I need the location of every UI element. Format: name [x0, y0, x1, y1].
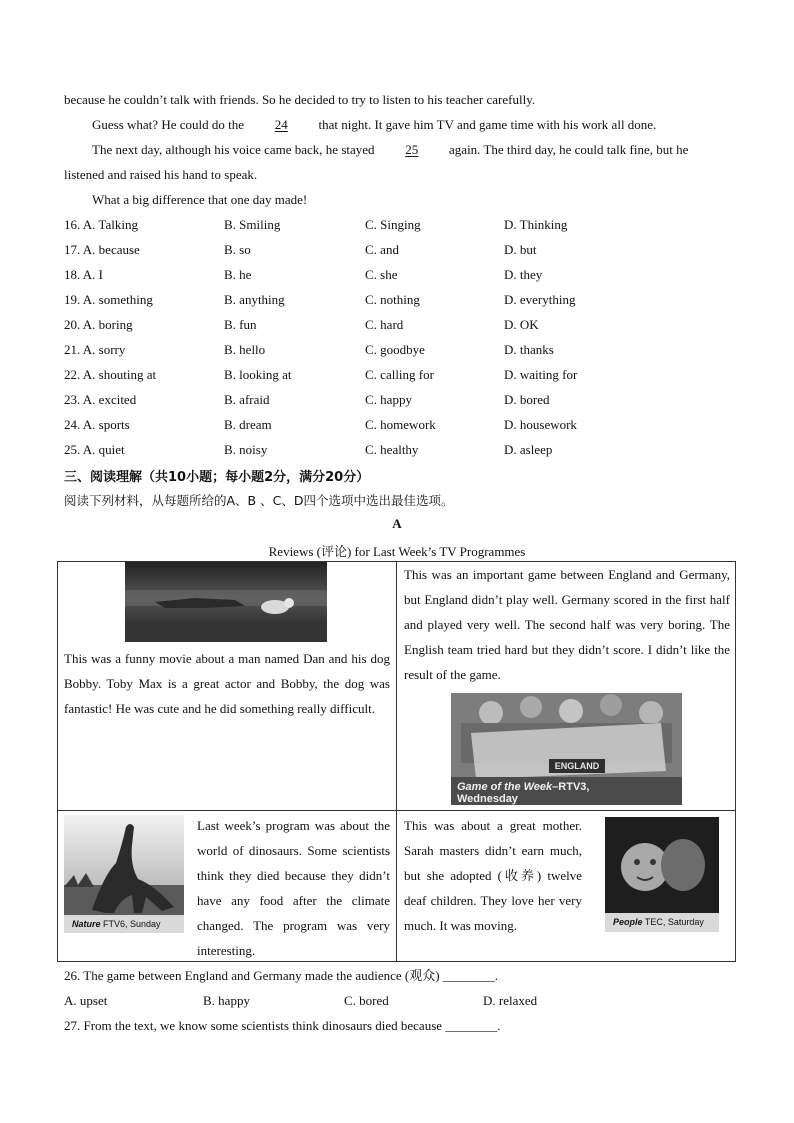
option-a: 21. A. sorry — [64, 342, 126, 357]
option-b: B. noisy — [224, 442, 268, 457]
option-d: D. everything — [504, 292, 576, 307]
option-c: C. calling for — [365, 367, 434, 382]
table-divider-horizontal — [57, 810, 736, 811]
passage-line-4: listened and raised his hand to speak. — [64, 167, 258, 182]
option-d: D. OK — [504, 317, 539, 332]
passage-text: Guess what? He could do the — [92, 117, 244, 132]
dinosaur-caption — [72, 919, 161, 929]
passage-line-3 — [92, 142, 688, 158]
passage-text: that night. It gave him TV and game time with his work all done. — [318, 117, 657, 132]
section-label: A — [392, 516, 402, 531]
question-26-options — [64, 993, 744, 1009]
option-c: C. she — [365, 267, 398, 282]
england-flag-text: ENGLAND — [549, 759, 605, 773]
table-divider-vertical — [396, 561, 397, 962]
option-d: D. they — [504, 267, 543, 282]
section-title: 三、阅读理解（共10小题；每小题2分，满分20分） — [64, 470, 370, 485]
mother-caption — [613, 917, 704, 927]
question-17-options — [64, 242, 744, 258]
option-c: C. goodbye — [365, 342, 425, 357]
option-b: B. anything — [224, 292, 285, 307]
option-a: 16. A. Talking — [64, 217, 138, 232]
reviews-subtitle: Reviews (评论) for Last Week’s TV Programmes — [268, 544, 526, 559]
option-a: A. upset — [64, 993, 108, 1008]
option-b: B. looking at — [224, 367, 292, 382]
option-d: D. housework — [504, 417, 577, 432]
blank-24: 24 — [274, 117, 288, 132]
option-c: C. hard — [365, 317, 404, 332]
option-c: C. bored — [344, 993, 389, 1008]
passage-text: again. The third day, he could talk fine, but he — [449, 142, 689, 157]
game-photo — [451, 693, 682, 805]
passage-line-1: because he couldn’t talk with friends. So he decided to try to listen to his teacher carefully. — [64, 92, 536, 107]
dinosaur-caption-channel: FTV6, Sunday — [103, 919, 161, 929]
option-a: 17. A. because — [64, 242, 140, 257]
game-review: This was an important game between England and Germany, but England didn’t play well. Germany scored in the first half and played very well. The second half was very boring. The English team tried hard but they didn’t score. I didn’t like the result of the game. — [404, 567, 730, 682]
question-26: 26. The game between England and Germany made the audience (观众) ________. — [64, 968, 499, 983]
mother-caption-title: People — [613, 917, 643, 927]
option-a: 19. A. something — [64, 292, 153, 307]
option-b: B. hello — [224, 342, 266, 357]
dinosaur-review: Last week’s program was about the world of dinosaurs. Some scientists think they died because they didn’t have any food after the climate changed. The program was very interesting. — [197, 818, 390, 958]
game-caption — [457, 781, 589, 805]
question-22-options — [64, 367, 744, 383]
option-a: 18. A. I — [64, 267, 103, 282]
passage-text: The next day, although his voice came back, he stayed — [92, 142, 375, 157]
option-b: B. afraid — [224, 392, 270, 407]
passage-line-5: What a big difference that one day made! — [92, 192, 308, 207]
option-d: D. but — [504, 242, 537, 257]
game-caption-channel: –RTV3, — [552, 781, 590, 793]
question-20-options — [64, 317, 744, 333]
question-23-options — [64, 392, 744, 408]
option-b: B. fun — [224, 317, 257, 332]
option-c: C. happy — [365, 392, 412, 407]
option-b: B. Smiling — [224, 217, 281, 232]
option-b: B. so — [224, 242, 251, 257]
option-b: B. happy — [203, 993, 250, 1008]
question-25-options — [64, 442, 744, 458]
option-a: 24. A. sports — [64, 417, 130, 432]
option-d: D. asleep — [504, 442, 553, 457]
option-b: B. dream — [224, 417, 272, 432]
game-caption-day: Wednesday — [457, 793, 518, 805]
question-27: 27. From the text, we know some scientists think dinosaurs died because ________. — [64, 1018, 501, 1033]
option-c: C. and — [365, 242, 399, 257]
option-b: B. he — [224, 267, 252, 282]
section-instruction: 阅读下列材料，从每题所给的A、B 、C、D四个选项中选出最佳选项。 — [64, 493, 454, 508]
question-18-options — [64, 267, 744, 283]
movie-photo — [125, 562, 327, 642]
option-c: C. healthy — [365, 442, 419, 457]
question-16-options — [64, 217, 744, 233]
option-d: D. Thinking — [504, 217, 568, 232]
mother-photo — [605, 817, 719, 932]
option-c: C. nothing — [365, 292, 420, 307]
option-a: 25. A. quiet — [64, 442, 125, 457]
mother-caption-channel: TEC, Saturday — [644, 917, 704, 927]
blank-25: 25 — [405, 142, 419, 157]
question-24-options — [64, 417, 744, 433]
dinosaur-photo — [64, 815, 184, 933]
option-d: D. relaxed — [483, 993, 538, 1008]
option-a: 20. A. boring — [64, 317, 133, 332]
movie-review: This was a funny movie about a man named Dan and his dog Bobby. Toby Max is a great actor and Bobby, the dog was fantastic! He was cute and he did something really difficult. — [64, 651, 390, 716]
passage-line-2 — [92, 117, 656, 133]
question-21-options — [64, 342, 744, 358]
option-c: C. Singing — [365, 217, 421, 232]
option-a: 22. A. shouting at — [64, 367, 157, 382]
option-d: D. thanks — [504, 342, 554, 357]
mother-review: This was about a great mother. Sarah masters didn’t earn much, but she adopted (收养) twelve deaf children. They love her very much. It was moving. — [404, 818, 582, 933]
game-caption-title: Game of the Week — [457, 781, 553, 793]
question-19-options — [64, 292, 744, 308]
option-d: D. bored — [504, 392, 550, 407]
option-d: D. waiting for — [504, 367, 578, 382]
dinosaur-caption-title: Nature — [72, 919, 101, 929]
option-a: 23. A. excited — [64, 392, 137, 407]
option-c: C. homework — [365, 417, 436, 432]
